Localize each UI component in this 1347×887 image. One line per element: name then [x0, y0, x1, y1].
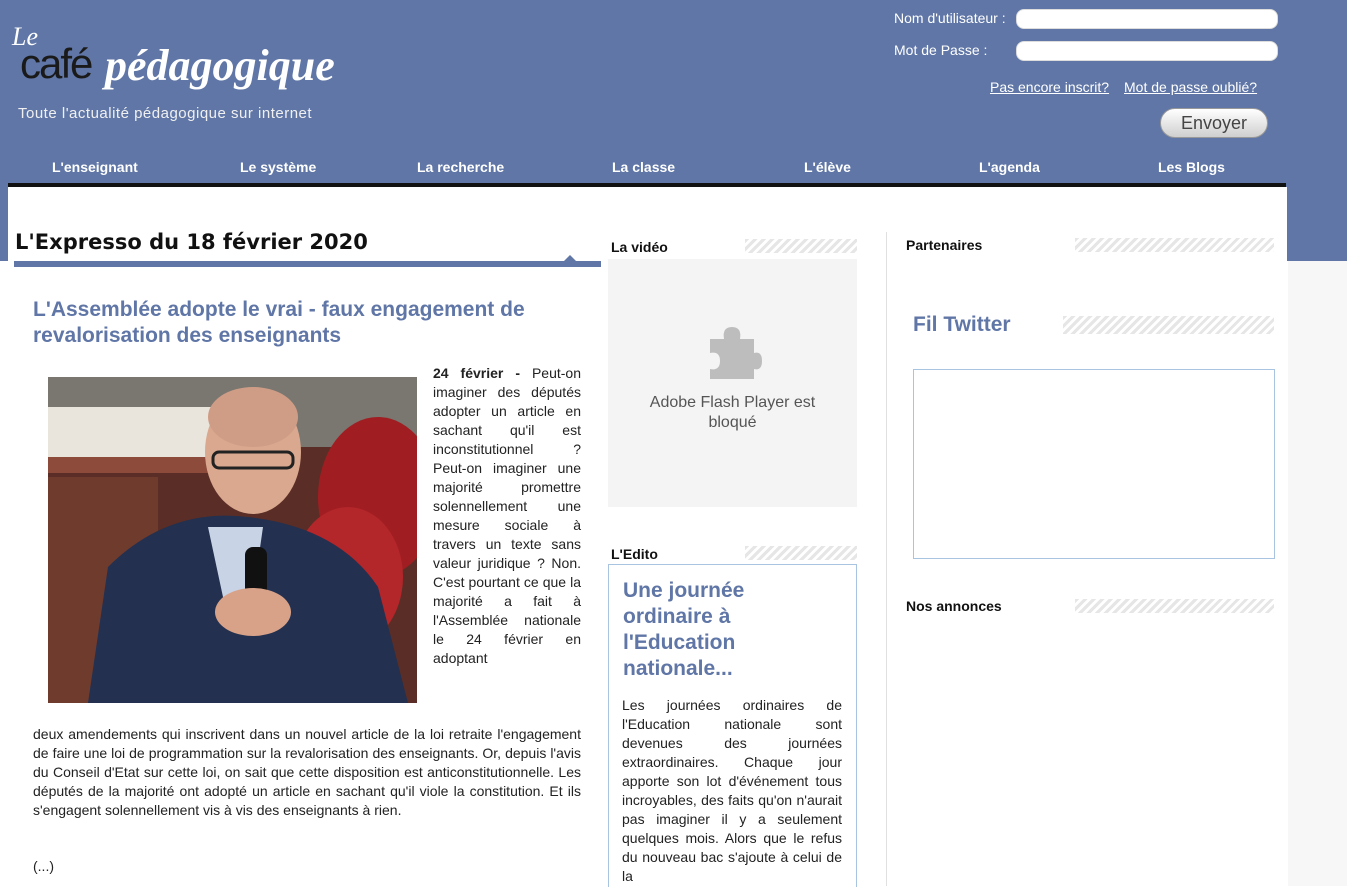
main-nav — [8, 151, 1286, 187]
edito-title-link[interactable]: Une journée ordinaire à l'Education nationale... — [623, 579, 745, 680]
ads-heading: Nos annonces — [906, 598, 1002, 614]
username-label: Nom d'utilisateur : — [894, 10, 1006, 26]
logo-pedagogique: pédagogique — [105, 41, 335, 90]
video-player[interactable] — [608, 259, 857, 507]
submit-button[interactable]: Envoyer — [1160, 108, 1268, 138]
twitter-feed[interactable] — [913, 369, 1275, 559]
hatch-decoration — [1075, 599, 1274, 613]
nav-item-blogs[interactable]: Les Blogs — [1158, 159, 1225, 175]
flash-blocked-message: Adobe Flash Player est bloqué — [649, 394, 816, 431]
partners-heading: Partenaires — [906, 237, 983, 253]
column-divider — [886, 232, 887, 886]
password-label: Mot de Passe : — [894, 42, 988, 58]
logo-cafe: café — [20, 40, 92, 87]
register-link[interactable]: Pas encore inscrit? — [990, 79, 1110, 95]
article-lead-text: Peut-on imaginer des députés adopter un article en sachant qu'il est inconstitutionnel ? Peut-on imaginer une majorité promettre solennellement une mesure sociale à travers un texte sans valeur juridique ? Non. C'est pourtant ce que la majorité a fait à l'Assemblée nationale le 24 février en adoptant — [433, 365, 581, 666]
puzzle-icon — [706, 323, 762, 379]
page-title: L'Expresso du 18 février 2020 — [15, 230, 368, 254]
logo-tagline: Toute l'actualité pédagogique sur internet — [18, 105, 313, 122]
article-lead — [433, 364, 581, 668]
nav-item-enseignant[interactable]: L'enseignant — [52, 159, 138, 175]
article-title-link[interactable]: L'Assemblée adopte le vrai - faux engagement de revalorisation des enseignants — [33, 298, 525, 347]
article-photo — [48, 377, 417, 703]
hatch-decoration — [745, 546, 857, 560]
nav-item-agenda[interactable]: L'agenda — [979, 159, 1040, 175]
edito-heading: L'Edito — [611, 546, 658, 562]
title-underline — [14, 261, 601, 267]
nav-item-classe[interactable]: La classe — [612, 159, 676, 175]
caret-up-icon — [564, 255, 576, 261]
twitter-heading: Fil Twitter — [913, 313, 1011, 336]
article-date: 24 février - — [433, 365, 520, 381]
logo-le: Le — [12, 22, 38, 51]
username-input[interactable] — [1016, 9, 1278, 29]
article-body: deux amendements qui inscrivent dans un nouvel article de la loi retraite l'engagement de faire une loi de programmation sur la revalorisation des enseignants. Or, depuis l'avis du Conseil d'Etat sur cette loi, on sait que cette disposition est anticonstitutionnelle. Les députés de la majorité ont adopté un article en sachant qu'il viole la constitution. Et ils s'engagent solennellement vis à vis des enseignants à rien. — [33, 726, 581, 818]
edito-text: Les journées ordinaires de l'Education nationale sont devenues des journées extraordinaires. Chaque jour apporte son lot d'événement tous incroyables, des faits qu'on n'aurait pas imaginer il y a seulement quelques mois. Alors que le refus du nouveau bac s'ajoute à celui de la — [622, 697, 842, 884]
forgot-password-link[interactable]: Mot de passe oublié? — [1124, 79, 1258, 95]
hatch-decoration — [745, 239, 857, 253]
nav-item-systeme[interactable]: Le système — [240, 159, 317, 175]
nav-item-eleve[interactable]: L'élève — [804, 159, 851, 175]
video-heading: La vidéo — [611, 239, 668, 255]
hatch-decoration — [1063, 316, 1274, 334]
read-more-link[interactable]: (...) — [33, 858, 54, 874]
nav-item-recherche[interactable]: La recherche — [417, 159, 505, 175]
hatch-decoration — [1075, 238, 1274, 252]
password-input[interactable] — [1016, 41, 1278, 61]
page-margin — [1288, 261, 1347, 886]
login-form — [0, 0, 1347, 150]
